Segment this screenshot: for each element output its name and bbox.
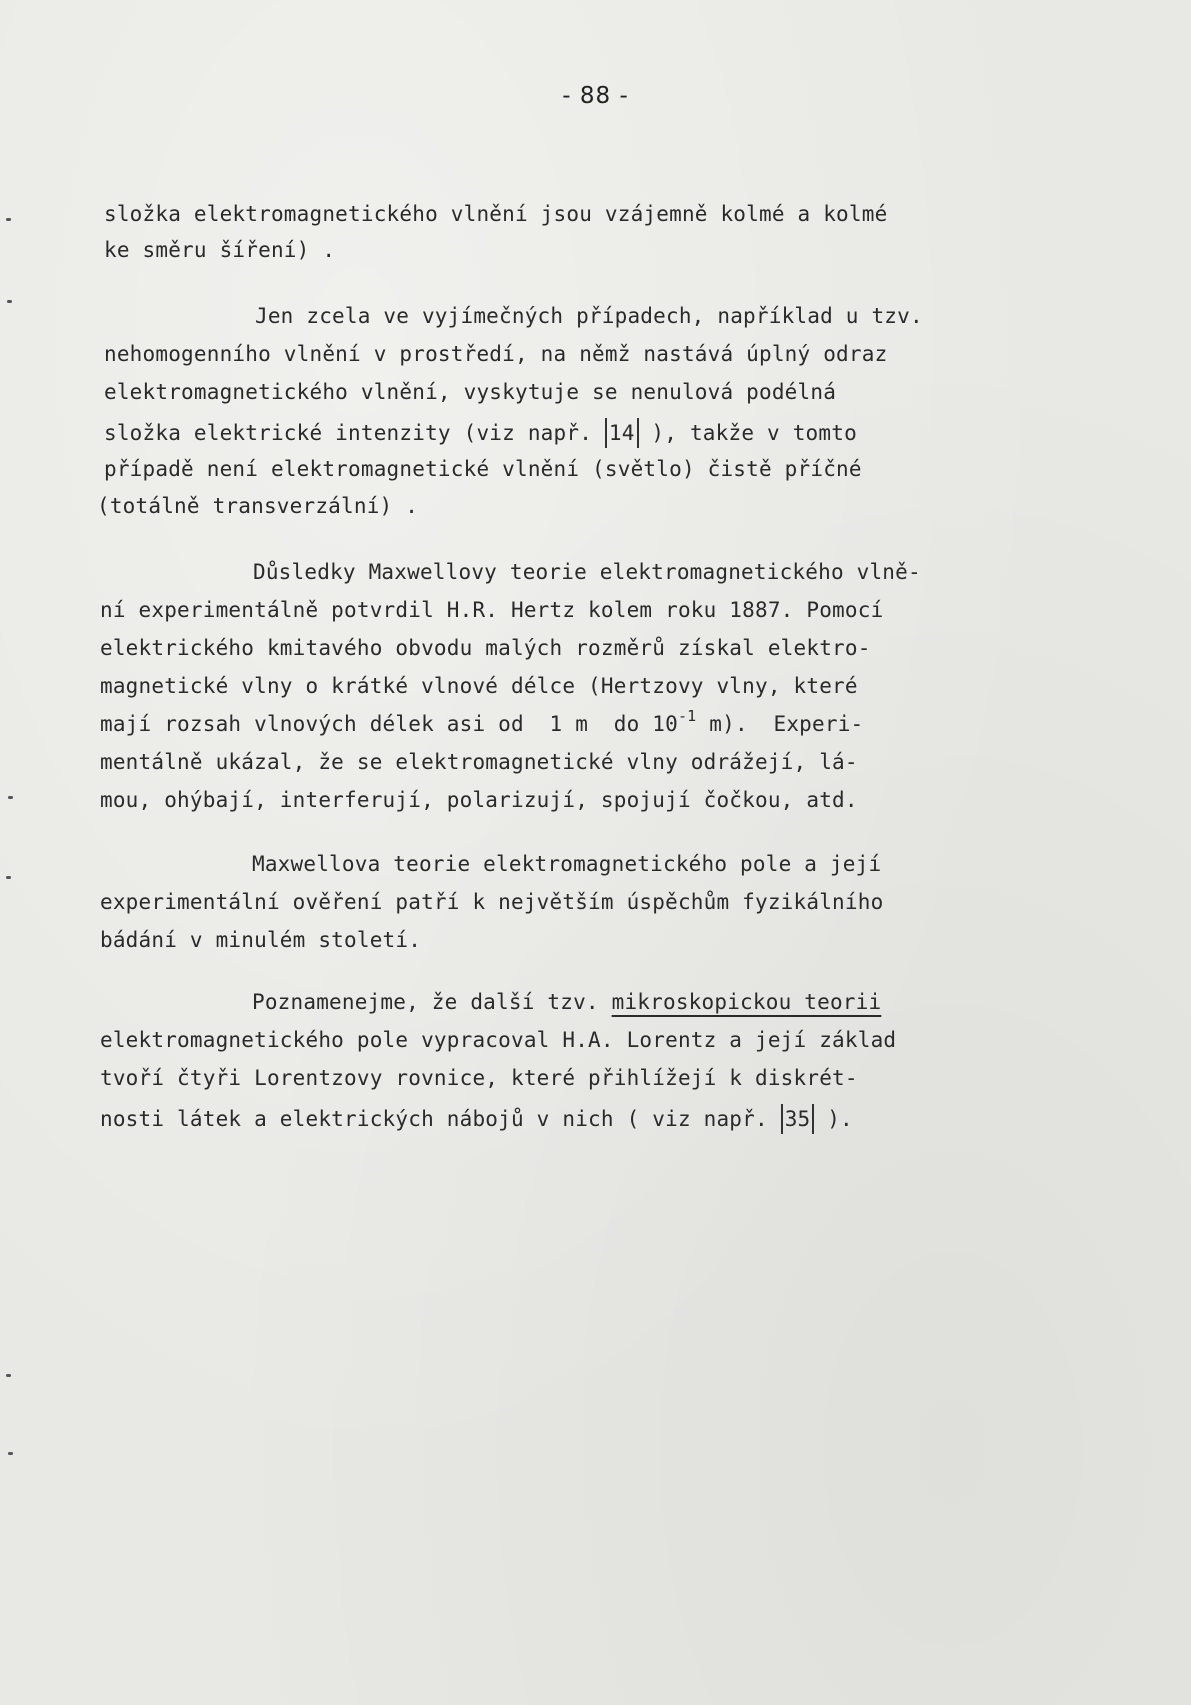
paragraph-2-line-1: Jen zcela ve vyjímečných případech, například u tzv.	[255, 304, 923, 328]
paragraph-5-line-3: tvoří čtyři Lorentzovy rovnice, které přihlížejí k diskrét-	[100, 1066, 858, 1090]
paragraph-2-line-3: elektromagnetického vlnění, vyskytuje se nenulová podélná	[104, 380, 837, 404]
paragraph-2-line-4-text-b: ), takže v tomto	[638, 421, 857, 445]
paragraph-2-line-4-text-a: složka elektrické intenzity (viz např.	[104, 421, 605, 445]
margin-mark	[8, 796, 13, 799]
paragraph-3-line-5	[100, 707, 864, 738]
margin-mark	[6, 1374, 11, 1377]
paragraph-5-line-1	[252, 990, 881, 1014]
paragraph-3-line-2: ní experimentálně potvrdil H.R. Hertz kolem roku 1887. Pomocí	[100, 598, 884, 622]
paragraph-3-line-6: mentálně ukázal, že se elektromagnetické vlny odrážejí, lá-	[100, 750, 858, 774]
paragraph-3-line-7: mou, ohýbají, interferují, polarizují, spojují čočkou, atd.	[100, 788, 858, 812]
paragraph-2-line-5: případě není elektromagnetické vlnění (světlo) čistě příčné	[104, 457, 862, 481]
underlined-term: mikroskopickou teorii	[611, 990, 882, 1014]
citation-ref-35: 35	[781, 1104, 815, 1134]
paragraph-5-line-4-text-a: nosti látek a elektrických nábojů v nich ( viz např.	[100, 1107, 781, 1131]
paragraph-2-line-2: nehomogenního vlnění v prostředí, na němž nastává úplný odraz	[104, 342, 888, 366]
margin-mark	[6, 218, 11, 221]
paragraph-4-line-2: experimentální ověření patří k největším úspěchům fyzikálního	[100, 890, 884, 914]
paragraph-2-line-4	[104, 418, 857, 448]
paragraph-1-line-1: složka elektromagnetického vlnění jsou vzájemně kolmé a kolmé	[104, 202, 888, 226]
paragraph-5-line-2: elektromagnetického pole vypracoval H.A. Lorentz a její základ	[100, 1028, 897, 1052]
paragraph-4-line-1: Maxwellova teorie elektromagnetického pole a její	[252, 852, 882, 876]
page-number: - 88 -	[562, 83, 629, 109]
paragraph-3-line-3: elektrického kmitavého obvodu malých rozměrů získal elektro-	[100, 636, 871, 660]
citation-ref-14: 14	[605, 418, 639, 448]
margin-mark	[6, 876, 11, 879]
paragraph-5-line-4	[100, 1104, 853, 1134]
paragraph-5-line-1-text: Poznamenejme, že další tzv.	[252, 990, 612, 1014]
paragraph-5-line-4-text-b: ).	[814, 1107, 853, 1131]
margin-mark	[7, 300, 12, 303]
paragraph-4-line-3: bádání v minulém století.	[100, 928, 422, 952]
paragraph-3-line-5-text-b: m). Experi-	[696, 712, 864, 736]
margin-mark	[8, 1452, 13, 1455]
paragraph-1-line-2: ke směru šíření) .	[104, 238, 336, 262]
exponent-superscript: -1	[677, 707, 697, 725]
paragraph-3-line-1: Důsledky Maxwellovy teorie elektromagnetického vlně-	[253, 560, 921, 584]
paragraph-2-line-6: (totálně transverzální) .	[97, 494, 419, 518]
paragraph-3-line-5-text-a: mají rozsah vlnových délek asi od 1 m do 10	[100, 712, 678, 736]
paragraph-3-line-4: magnetické vlny o krátké vlnové délce (Hertzovy vlny, které	[100, 674, 858, 698]
